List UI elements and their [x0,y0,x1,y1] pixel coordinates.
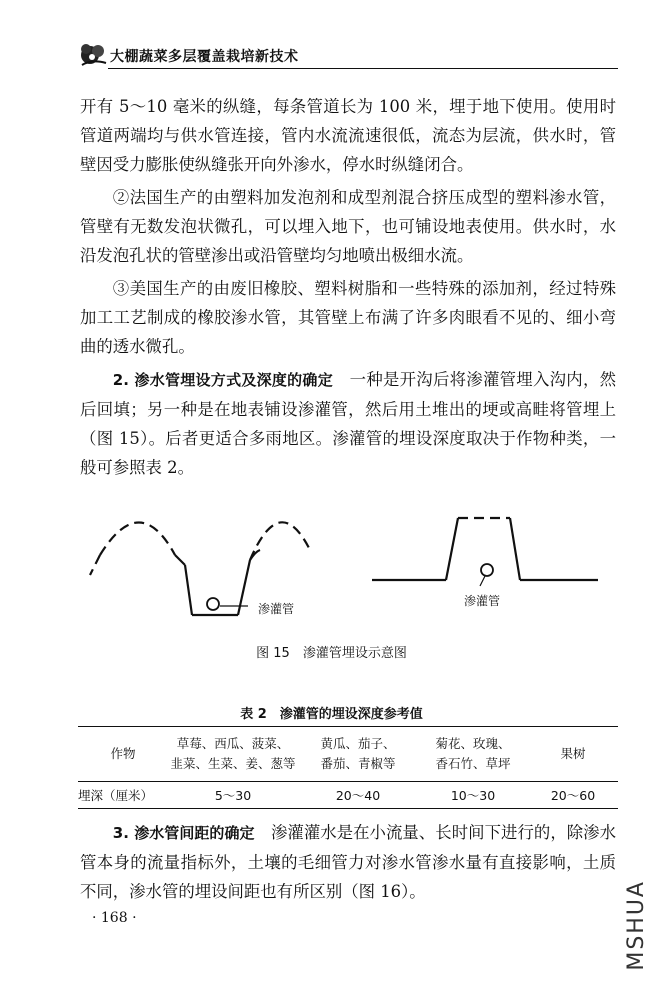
paragraph-1: 开有 5～10 毫米的纵缝，每条管道长为 100 米，埋于地下使用。使用时管道两端均与供水管连接，管内水流流速很低，流态为层流，供水时，管壁因受力膨胀使纵缝张开向外渗水，停水时纵缝闭合。 [80,97,616,174]
crop-cell: 草莓、西瓜、菠菜、 韭菜、生菜、姜、葱等 [168,727,298,782]
section-heading-2: 2. 渗水管埋设方式及深度的确定 [112,371,333,389]
figure-label-trench: 渗灌管 [258,602,295,616]
depth-cell: 20～40 [335,788,381,803]
paragraph-2: ②法国生产的由塑料加发泡剂和成型剂混合挤压成型的塑料渗水管，管壁有无数发泡状微孔，可以埋入地下，也可铺设地表使用。供水时，水沿发泡孔状的管壁渗出或沿管壁均匀地喷出极细水流。 [80,188,616,265]
depth-cell: 5～30 [214,788,252,803]
plant-logo-icon [78,41,108,69]
depth-cell: 20～60 [550,788,596,803]
row-header-depth: 埋深（厘米） [78,788,154,803]
table-title: 表 2 渗灌管的埋设深度参考值 [240,707,423,722]
depth-cell: 10～30 [450,788,496,803]
book-title: 大棚蔬菜多层覆盖栽培新技术 [110,49,299,65]
crop-cell: 果树 [528,727,618,782]
table-depth-row [78,782,618,809]
table-header-row [78,727,618,782]
figure-caption: 图 15 渗灌管埋设示意图 [256,646,407,661]
crop-cell: 黄瓜、茄子、 番茄、青椒等 [298,727,418,782]
row-header-crop: 作物 [78,727,168,782]
watermark: MSHUA [624,880,649,971]
header-rule [108,68,618,69]
paragraph-5 [80,818,616,906]
paragraph-4-body: 一种是开沟后将渗灌管埋入沟内，然后回填；另一种是在地表铺设渗灌管，然后用土堆出的埂或高畦将管埋上（图 15）。后者更适合多雨地区。渗灌管的埋设深度取决于作物种类，一般可参照表 2。 [80,370,617,477]
paragraph-5-body: 渗灌灌水是在小流量、长时间下进行的，除渗水管本身的流量指标外，土壤的毛细管力对渗水管渗水量有直接影响，土质不同，渗水管的埋设间距也有所区别（图 16）。 [80,823,617,901]
section-heading-3: 3. 渗水管间距的确定 [112,824,255,842]
depth-table [78,726,618,809]
figure-15-drawing [80,500,620,635]
running-header [78,38,618,72]
figure-label-bed: 渗灌管 [464,594,501,608]
paragraph-4 [80,365,616,482]
body-text-bottom [80,818,616,906]
page-number: · 168 · [92,910,137,926]
crop-cell: 菊花、玫瑰、 香石竹、草坪 [418,727,528,782]
paragraph-3: ③美国生产的由废旧橡胶、塑料树脂和一些特殊的添加剂，经过特殊加工工艺制成的橡胶渗水管，其管壁上布满了许多肉眼看不见的、细小弯曲的透水微孔。 [80,279,616,356]
body-text-top [80,92,616,482]
figure-15 [80,500,620,635]
